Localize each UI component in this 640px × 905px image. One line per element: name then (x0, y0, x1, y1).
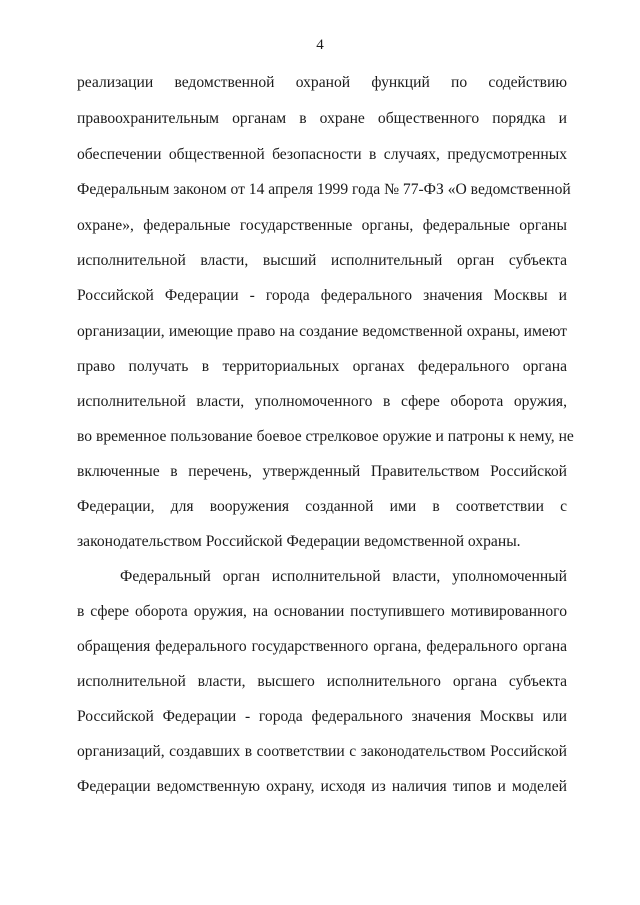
text-line: организаций, создавших в соответствии с законодательством Российской (77, 743, 567, 760)
text-line: Федерации ведомственную охрану, исходя из наличия типов и моделей (77, 778, 567, 795)
text-line: Федеральным законом от 14 апреля 1999 года № 77-ФЗ «О ведомственной (77, 181, 571, 198)
text-line: исполнительной власти, высшего исполнительного органа субъекта (77, 673, 567, 690)
text-line: организации, имеющие право на создание ведомственной охраны, имеют (77, 323, 567, 340)
text-line: включенные в перечень, утвержденный Правительством Российской (77, 463, 567, 480)
text-line: Российской Федерации - города федерального значения Москвы и (77, 287, 567, 304)
text-line: исполнительной власти, уполномоченного в сфере оборота оружия, (77, 393, 567, 410)
text-line: Российской Федерации - города федерального значения Москвы или (77, 708, 567, 725)
text-line: правоохранительным органам в охране общественного порядка и (77, 110, 567, 127)
text-line: Федерации, для вооружения созданной ими в соответствии с (77, 498, 567, 515)
text-line: реализации ведомственной охраной функций по содействию (77, 74, 567, 91)
text-line: обеспечении общественной безопасности в случаях, предусмотренных (77, 146, 567, 163)
text-line: Федеральный орган исполнительной власти, уполномоченный (120, 568, 567, 585)
text-line: во временное пользование боевое стрелковое оружие и патроны к нему, не (77, 428, 574, 445)
text-line: охране», федеральные государственные органы, федеральные органы (77, 217, 567, 234)
text-line: исполнительной власти, высший исполнительный орган субъекта (77, 252, 567, 269)
text-line: в сфере оборота оружия, на основании поступившего мотивированного (77, 603, 567, 620)
text-line: законодательством Российской Федерации ведомственной охраны. (77, 533, 521, 550)
text-line: право получать в территориальных органах федерального органа (77, 358, 567, 375)
text-line: обращения федерального государственного органа, федерального органа (77, 638, 567, 655)
page-number: 4 (316, 37, 324, 53)
